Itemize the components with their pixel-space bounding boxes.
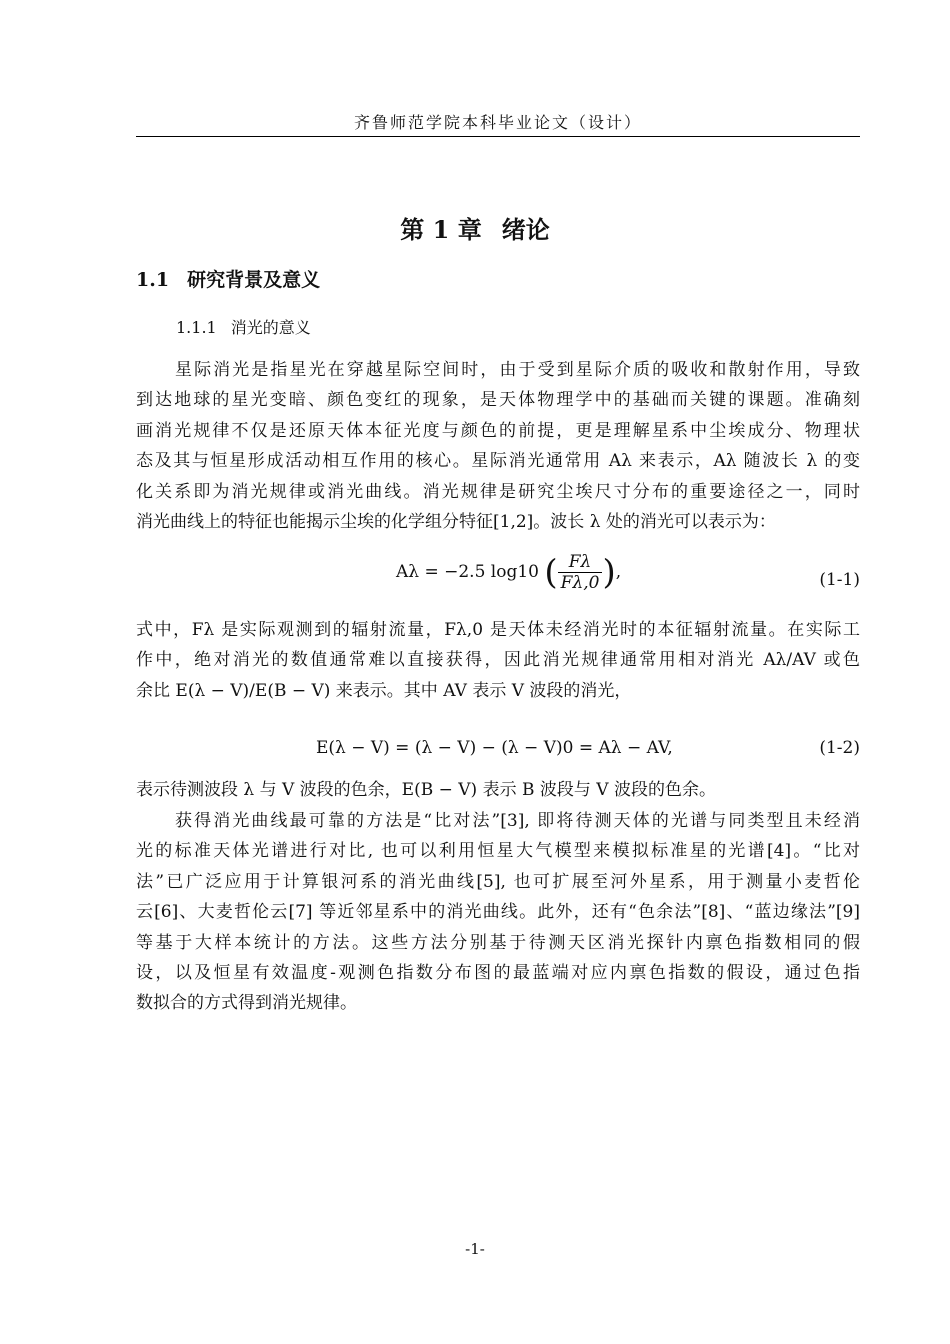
paragraph-extinction-intro [136, 355, 860, 537]
text-line: 到达地球的星光变暗、颜色变红的现象，是天体物理学中的基础而关键的课题。准确刻 [136, 390, 860, 411]
equation-body [396, 552, 621, 593]
running-header: 齐鲁师范学院本科毕业论文（设计） [353, 113, 642, 132]
subsection-number: 1.1.1 [176, 318, 217, 337]
text-line: 等基于大样本统计的方法。这些方法分别基于待测天区消光探针内禀色指数相同的假 [136, 932, 860, 953]
right-paren: ) [602, 552, 616, 593]
subsection-heading [176, 315, 311, 338]
text-line: 星际消光是指星光在穿越星际空间时，由于受到星际介质的吸收和散射作用，导致 [175, 360, 860, 380]
paragraph-methods [136, 806, 860, 1019]
section-number: 1.1 [136, 269, 170, 291]
text-line: 态及其与恒星形成活动相互作用的核心。星际消光通常用 Aλ 来表示，Aλ 随波长 λ 的变 [136, 451, 860, 472]
paragraph-color-excess [136, 775, 860, 805]
subsection-title: 消光的意义 [230, 318, 311, 337]
text-line: 云[6]、大麦哲伦云[7] 等近邻星系中的消光曲线。此外，还有“色余法”[8]、“蓝边缘法”[9] [136, 902, 860, 923]
text-line: 画消光规律不仅是还原天体本征光度与颜色的前提，更是理解星系中尘埃成分、物理状 [136, 420, 860, 441]
equation-1-2 [136, 738, 860, 764]
fraction-numerator: Fλ [558, 552, 603, 573]
text-line: 化关系即为消光规律或消光曲线。消光规律是研究尘埃尺寸分布的重要途径之一，同时 [136, 481, 860, 502]
chapter-title [0, 210, 950, 245]
fraction-denominator: Fλ,0 [560, 573, 600, 593]
text-line: 消光曲线上的特征也能揭示尘埃的化学组分特征[1,2]。波长 λ 处的消光可以表示为： [136, 512, 776, 533]
page-number: -1- [465, 1240, 485, 1258]
section-heading [136, 265, 320, 292]
text-line: 作中，绝对消光的数值通常难以直接获得，因此消光规律通常用相对消光 Aλ/AV 或色 [136, 650, 860, 671]
text-line: 设，以及恒星有效温度-观测色指数分布图的最蓝端对应内禀色指数的假设，通过色指 [136, 963, 860, 984]
text-line: 式中，Fλ 是实际观测到的辐射流量，Fλ,0 是天体未经消光时的本征辐射流量。在实际工 [136, 620, 860, 640]
chapter-number: 第 1 章 [400, 215, 482, 244]
text-line: 余比 E(λ − V)/E(B − V) 来表示。其中 AV 表示 V 波段的消光， [136, 680, 632, 701]
header-rule [136, 136, 860, 137]
paragraph-definitions [136, 615, 860, 706]
fraction [558, 552, 603, 593]
equation-body: E(λ − V) = (λ − V) − (λ − V)0 = Aλ − AV, [316, 738, 673, 758]
text-line: 表示待测波段 λ 与 V 波段的色余，E(B − V) 表示 B 波段与 V 波段的色余。 [136, 780, 716, 800]
equation-1-1 [136, 552, 860, 608]
left-paren: ( [544, 552, 558, 593]
chapter-name: 绪论 [501, 215, 550, 244]
equation-lhs: Aλ = −2.5 log10 [396, 562, 539, 582]
equation-tail: , [615, 562, 622, 582]
text-line: 法”已广泛应用于计算银河系的消光曲线[5], 也可扩展至河外星系，用于测量小麦哲伦 [136, 871, 860, 892]
text-line: 获得消光曲线最可靠的方法是“比对法”[3], 即将待测天体的光谱与同类型且未经消 [175, 811, 860, 831]
text-line: 数拟合的方式得到消光规律。 [136, 993, 357, 1014]
section-title: 研究背景及意义 [187, 269, 321, 291]
equation-number: (1-1) [819, 570, 860, 590]
equation-number: (1-2) [819, 738, 860, 758]
text-line: 光的标准天体光谱进行对比, 也可以利用恒星大气模型来模拟标准星的光谱[4]。“比对 [136, 841, 860, 862]
